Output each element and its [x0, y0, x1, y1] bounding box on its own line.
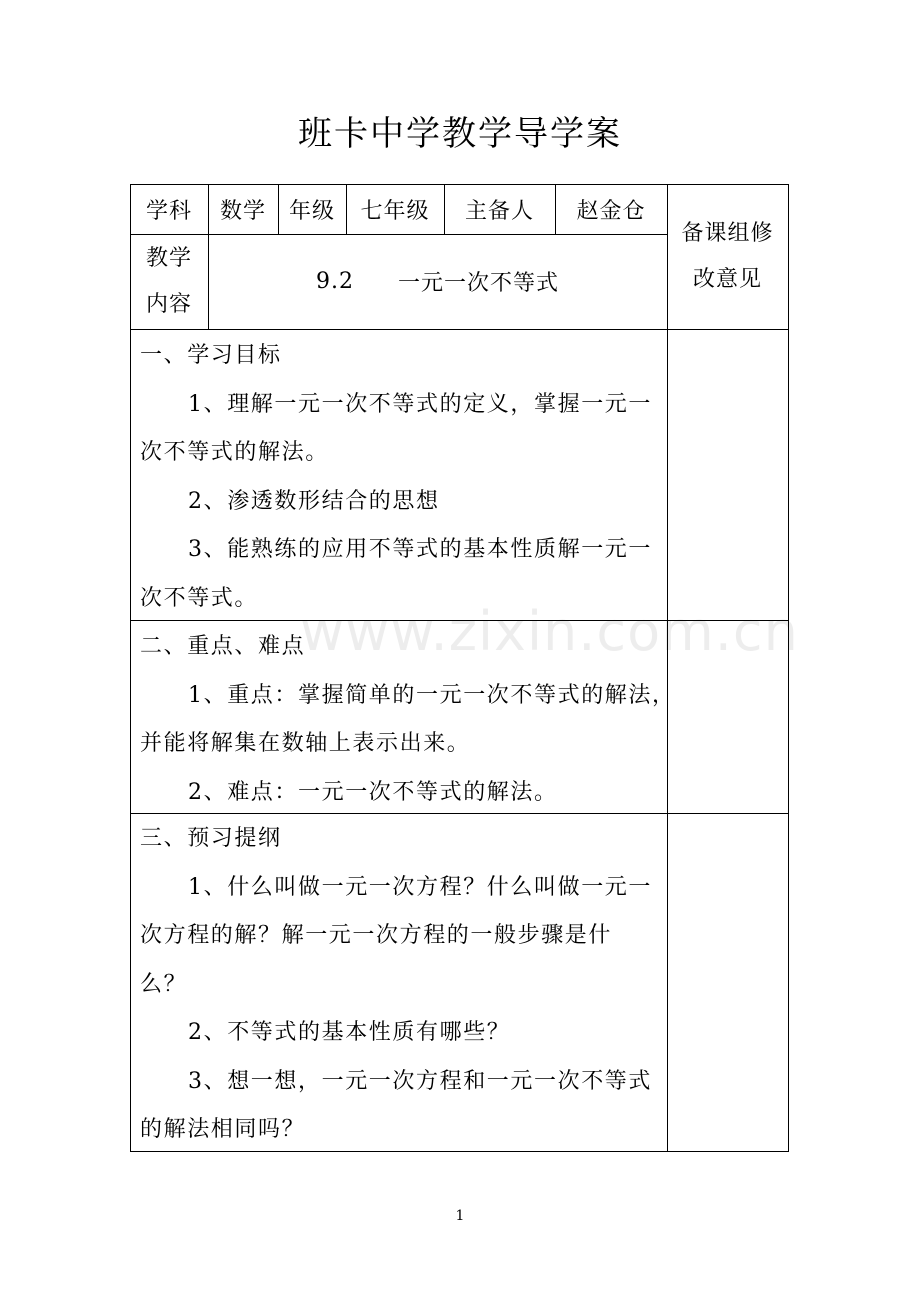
lesson-topic: 一元一次不等式 [397, 271, 559, 296]
preview-line: 么？ [140, 971, 188, 997]
preview-line: 2、不等式的基本性质有哪些？ [188, 1020, 511, 1045]
key-points-heading: 二、重点、难点 [140, 634, 306, 659]
objectives-line: 次不等式。 [140, 585, 259, 611]
preparer-label: 主备人 [464, 198, 534, 224]
content-label-line2: 内容 [145, 291, 192, 317]
grade-value: 七年级 [360, 198, 430, 224]
objectives-heading: 一、学习目标 [140, 343, 282, 368]
grade-label: 年级 [288, 198, 335, 224]
content-label-line1: 教学 [145, 245, 192, 271]
objectives-section [140, 332, 660, 623]
revision-label-line1: 备课组修 [681, 220, 774, 246]
section-number: 9.2 [315, 269, 354, 294]
page-number: 1 [455, 1208, 465, 1224]
objectives-line: 1、理解一元一次不等式的定义，掌握一元一 [188, 391, 652, 417]
lesson-plan-table [130, 184, 789, 1152]
preview-heading: 三、预习提纲 [140, 826, 282, 851]
key-points-line: 2、难点：一元一次不等式的解法。 [188, 779, 558, 805]
preview-line: 次方程的解？解一元一次方程的一般步骤是什 [140, 923, 613, 948]
teaching-content-value [208, 234, 667, 329]
preparer-value: 赵金仓 [576, 198, 646, 224]
preview-line: 1、什么叫做一元一次方程？什么叫做一元一 [188, 874, 652, 900]
teaching-content-label [130, 234, 208, 329]
objectives-line: 次不等式的解法。 [140, 440, 329, 465]
document-title: 班卡中学教学导学案 [298, 114, 622, 154]
preview-line: 3、想一想，一元一次方程和一元一次不等式 [188, 1068, 652, 1094]
content-row-divider [130, 329, 789, 330]
objectives-line: 3、能熟练的应用不等式的基本性质解一元一 [188, 537, 652, 562]
preview-line: 的解法相同吗？ [140, 1117, 306, 1142]
revision-notes-header [667, 184, 788, 329]
key-points-line: 1、重点：掌握简单的一元一次不等式的解法， [188, 682, 676, 708]
key-points-section [140, 623, 676, 817]
preview-section [140, 815, 660, 1155]
objectives-line: 2、渗透数形结合的思想 [188, 488, 440, 514]
key-points-line: 并能将解集在数轴上表示出来。 [140, 731, 471, 756]
subject-value: 数学 [219, 198, 266, 224]
revision-label-line2: 改意见 [692, 266, 762, 292]
subject-label: 学科 [145, 198, 192, 224]
watermark: www.zixin.com.cn [300, 600, 799, 663]
